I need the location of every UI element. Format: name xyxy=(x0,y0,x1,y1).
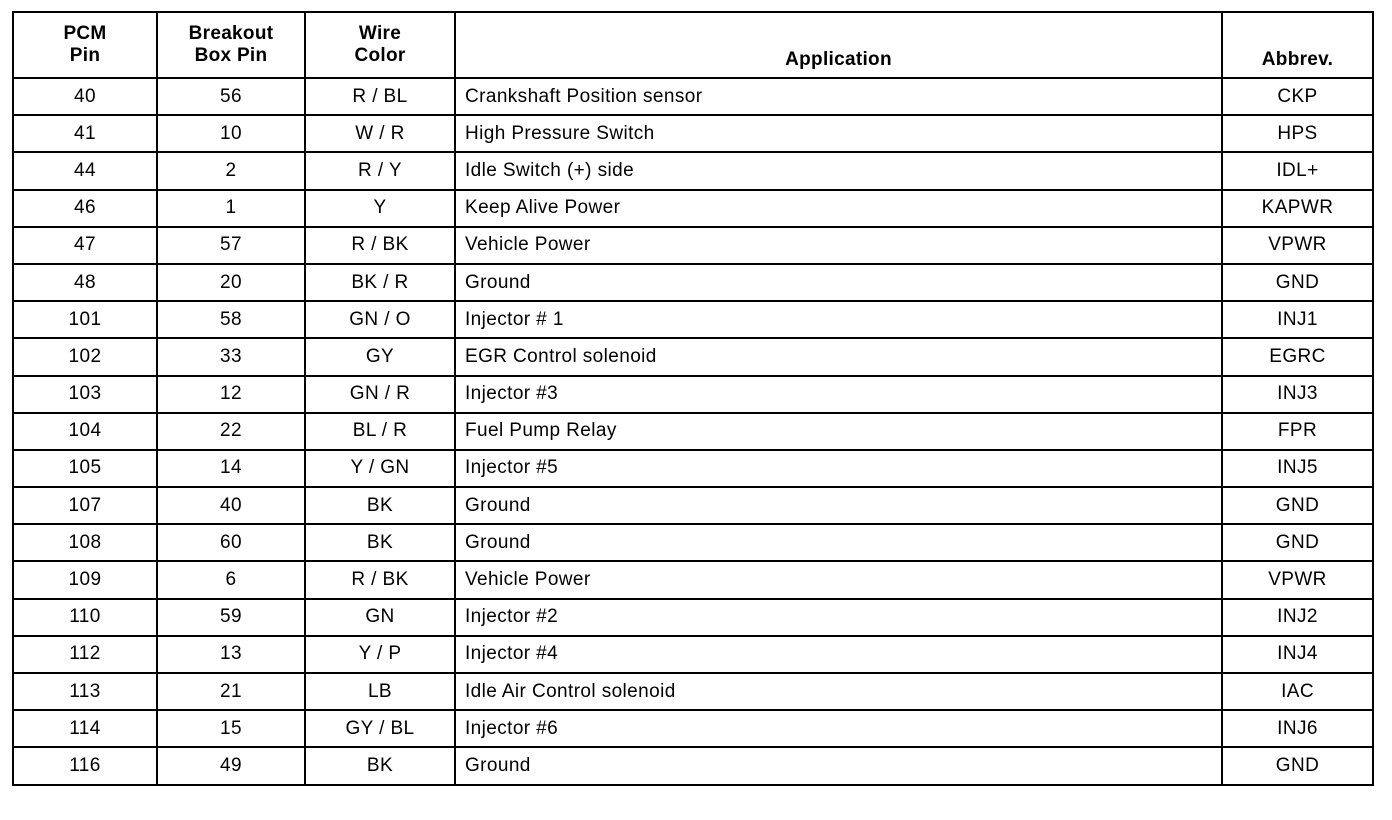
cell-abbrev: GND xyxy=(1222,747,1373,784)
table-row xyxy=(13,413,1373,450)
cell-application: Vehicle Power xyxy=(455,227,1222,264)
cell-breakout-box-pin: 21 xyxy=(157,673,305,710)
cell-breakout-box-pin: 60 xyxy=(157,524,305,561)
cell-pcm-pin: 40 xyxy=(13,78,157,115)
cell-application: Idle Switch (+) side xyxy=(455,152,1222,189)
cell-breakout-box-pin: 10 xyxy=(157,115,305,152)
cell-wire-color: BK / R xyxy=(305,264,455,301)
cell-breakout-box-pin: 20 xyxy=(157,264,305,301)
table-row xyxy=(13,561,1373,598)
table-row xyxy=(13,227,1373,264)
table-row xyxy=(13,78,1373,115)
cell-abbrev: INJ1 xyxy=(1222,301,1373,338)
cell-breakout-box-pin: 49 xyxy=(157,747,305,784)
cell-breakout-box-pin: 6 xyxy=(157,561,305,598)
table-row xyxy=(13,301,1373,338)
table-row xyxy=(13,190,1373,227)
cell-pcm-pin: 47 xyxy=(13,227,157,264)
header-breakout-box-pin-line2: Box Pin xyxy=(194,45,268,66)
cell-application: Ground xyxy=(455,264,1222,301)
cell-pcm-pin: 109 xyxy=(13,561,157,598)
cell-breakout-box-pin: 33 xyxy=(157,338,305,375)
header-application: Application xyxy=(455,12,1222,78)
cell-pcm-pin: 101 xyxy=(13,301,157,338)
cell-pcm-pin: 107 xyxy=(13,487,157,524)
cell-breakout-box-pin: 59 xyxy=(157,599,305,636)
cell-breakout-box-pin: 12 xyxy=(157,376,305,413)
cell-wire-color: Y xyxy=(305,190,455,227)
cell-application: Vehicle Power xyxy=(455,561,1222,598)
cell-breakout-box-pin: 40 xyxy=(157,487,305,524)
cell-abbrev: FPR xyxy=(1222,413,1373,450)
cell-breakout-box-pin: 56 xyxy=(157,78,305,115)
cell-abbrev: INJ4 xyxy=(1222,636,1373,673)
cell-pcm-pin: 41 xyxy=(13,115,157,152)
cell-pcm-pin: 110 xyxy=(13,599,157,636)
cell-abbrev: VPWR xyxy=(1222,227,1373,264)
cell-application: Injector # 1 xyxy=(455,301,1222,338)
cell-pcm-pin: 104 xyxy=(13,413,157,450)
cell-wire-color: Y / GN xyxy=(305,450,455,487)
cell-application: Fuel Pump Relay xyxy=(455,413,1222,450)
cell-abbrev: IAC xyxy=(1222,673,1373,710)
cell-application: Ground xyxy=(455,524,1222,561)
table-row xyxy=(13,338,1373,375)
pcm-pin-table xyxy=(12,11,1374,786)
cell-pcm-pin: 103 xyxy=(13,376,157,413)
cell-pcm-pin: 102 xyxy=(13,338,157,375)
cell-pcm-pin: 48 xyxy=(13,264,157,301)
header-wire-color xyxy=(305,12,455,78)
cell-breakout-box-pin: 13 xyxy=(157,636,305,673)
cell-wire-color: GN xyxy=(305,599,455,636)
table-row xyxy=(13,152,1373,189)
cell-wire-color: BK xyxy=(305,747,455,784)
cell-breakout-box-pin: 1 xyxy=(157,190,305,227)
cell-abbrev: VPWR xyxy=(1222,561,1373,598)
cell-breakout-box-pin: 2 xyxy=(157,152,305,189)
header-row xyxy=(13,12,1373,78)
cell-wire-color: BK xyxy=(305,524,455,561)
cell-wire-color: R / BK xyxy=(305,227,455,264)
cell-abbrev: HPS xyxy=(1222,115,1373,152)
table-row xyxy=(13,636,1373,673)
header-breakout-box-pin xyxy=(157,12,305,78)
header-breakout-box-pin-line1: Breakout xyxy=(188,23,274,44)
cell-abbrev: INJ6 xyxy=(1222,710,1373,747)
table-row xyxy=(13,450,1373,487)
table-row xyxy=(13,710,1373,747)
table-row xyxy=(13,376,1373,413)
table-row xyxy=(13,599,1373,636)
header-pcm-pin-line1: PCM xyxy=(63,23,107,44)
table-row xyxy=(13,673,1373,710)
cell-application: Idle Air Control solenoid xyxy=(455,673,1222,710)
cell-pcm-pin: 105 xyxy=(13,450,157,487)
cell-abbrev: INJ5 xyxy=(1222,450,1373,487)
cell-abbrev: KAPWR xyxy=(1222,190,1373,227)
header-wire-color-line1: Wire xyxy=(358,23,402,44)
cell-application: EGR Control solenoid xyxy=(455,338,1222,375)
cell-pcm-pin: 116 xyxy=(13,747,157,784)
cell-wire-color: BL / R xyxy=(305,413,455,450)
cell-application: Injector #2 xyxy=(455,599,1222,636)
header-wire-color-line2: Color xyxy=(354,45,406,66)
cell-wire-color: R / BK xyxy=(305,561,455,598)
cell-pcm-pin: 44 xyxy=(13,152,157,189)
cell-pcm-pin: 114 xyxy=(13,710,157,747)
header-pcm-pin-line2: Pin xyxy=(69,45,101,66)
header-abbrev: Abbrev. xyxy=(1222,12,1373,78)
cell-application: Ground xyxy=(455,487,1222,524)
cell-abbrev: GND xyxy=(1222,264,1373,301)
cell-abbrev: GND xyxy=(1222,487,1373,524)
table-row xyxy=(13,747,1373,784)
cell-wire-color: GN / O xyxy=(305,301,455,338)
cell-abbrev: CKP xyxy=(1222,78,1373,115)
cell-pcm-pin: 113 xyxy=(13,673,157,710)
cell-abbrev: INJ2 xyxy=(1222,599,1373,636)
cell-wire-color: LB xyxy=(305,673,455,710)
cell-application: Injector #3 xyxy=(455,376,1222,413)
table-row xyxy=(13,524,1373,561)
cell-application: Injector #6 xyxy=(455,710,1222,747)
cell-wire-color: W / R xyxy=(305,115,455,152)
cell-wire-color: R / Y xyxy=(305,152,455,189)
cell-pcm-pin: 108 xyxy=(13,524,157,561)
cell-application: High Pressure Switch xyxy=(455,115,1222,152)
cell-wire-color: GY xyxy=(305,338,455,375)
cell-breakout-box-pin: 58 xyxy=(157,301,305,338)
cell-application: Injector #5 xyxy=(455,450,1222,487)
table-row xyxy=(13,264,1373,301)
cell-abbrev: EGRC xyxy=(1222,338,1373,375)
cell-application: Crankshaft Position sensor xyxy=(455,78,1222,115)
cell-application: Keep Alive Power xyxy=(455,190,1222,227)
cell-wire-color: GN / R xyxy=(305,376,455,413)
cell-breakout-box-pin: 14 xyxy=(157,450,305,487)
cell-abbrev: IDL+ xyxy=(1222,152,1373,189)
cell-wire-color: GY / BL xyxy=(305,710,455,747)
table-row xyxy=(13,487,1373,524)
cell-pcm-pin: 46 xyxy=(13,190,157,227)
cell-abbrev: GND xyxy=(1222,524,1373,561)
cell-wire-color: Y / P xyxy=(305,636,455,673)
cell-wire-color: R / BL xyxy=(305,78,455,115)
cell-application: Injector #4 xyxy=(455,636,1222,673)
table-header xyxy=(13,12,1373,78)
cell-abbrev: INJ3 xyxy=(1222,376,1373,413)
header-pcm-pin xyxy=(13,12,157,78)
table-body xyxy=(13,78,1373,785)
cell-application: Ground xyxy=(455,747,1222,784)
cell-breakout-box-pin: 15 xyxy=(157,710,305,747)
cell-breakout-box-pin: 57 xyxy=(157,227,305,264)
cell-pcm-pin: 112 xyxy=(13,636,157,673)
table-row xyxy=(13,115,1373,152)
cell-breakout-box-pin: 22 xyxy=(157,413,305,450)
cell-wire-color: BK xyxy=(305,487,455,524)
